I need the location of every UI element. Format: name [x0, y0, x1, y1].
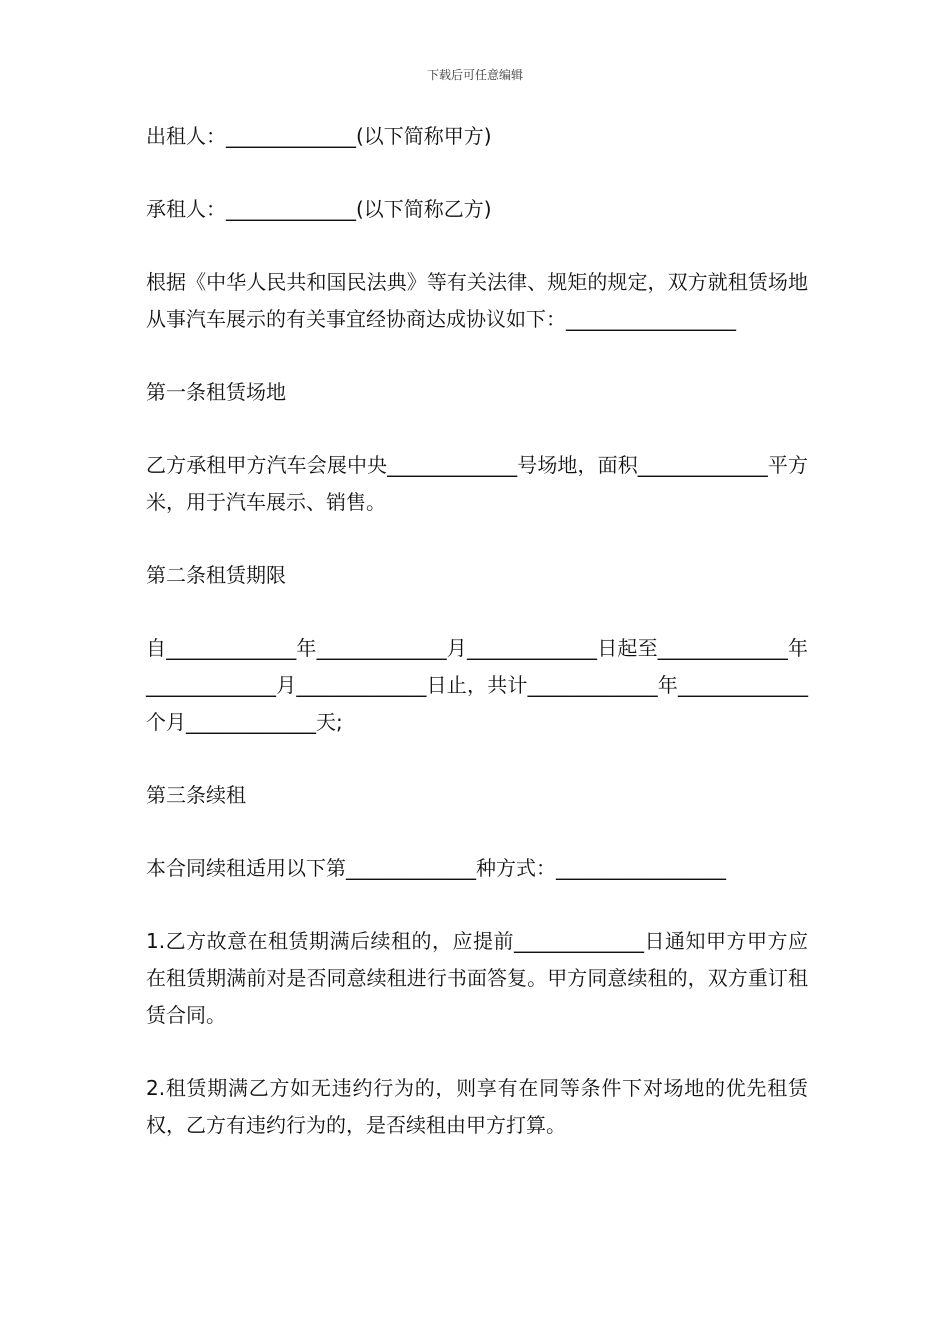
article-3-body: 本合同续租适用以下第_____________种方式：_________________	[146, 856, 726, 880]
lessor-line: 出租人：_____________(以下简称甲方)	[146, 124, 492, 148]
article-1-title: 第一条租赁场地	[146, 380, 286, 404]
article-2-title: 第二条租赁期限	[146, 563, 286, 587]
preamble-paragraph: 根据《中华人民共和国民法典》等有关法律、规矩的规定，双方就租赁场地从事汽车展示的有关事宜经协商达成协议如下：_________________	[146, 270, 808, 331]
article-2-body: 自_____________年_____________月_____________日起至_____________年_____________月_____________日止，共计_____________年_____________个月_____________天;	[146, 636, 808, 734]
clause-1: 1.乙方故意在租赁期满后续租的，应提前_____________日通知甲方甲方应在租赁期满前对是否同意续租进行书面答复。甲方同意续租的，双方重订租赁合同。	[146, 929, 808, 1027]
article-3-title: 第三条续租	[146, 783, 246, 807]
clause-2: 2.租赁期满乙方如无违约行为的，则享有在同等条件下对场地的优先租赁权，乙方有违约行为的，是否续租由甲方打算。	[146, 1076, 808, 1137]
page-header-note: 下载后可任意编辑	[426, 68, 523, 82]
article-1-body: 乙方承租甲方汽车会展中央_____________号场地，面积_____________平方米，用于汽车展示、销售。	[146, 453, 808, 514]
contract-body	[146, 118, 808, 1180]
lessee-line: 承租人：_____________(以下简称乙方)	[146, 197, 492, 221]
